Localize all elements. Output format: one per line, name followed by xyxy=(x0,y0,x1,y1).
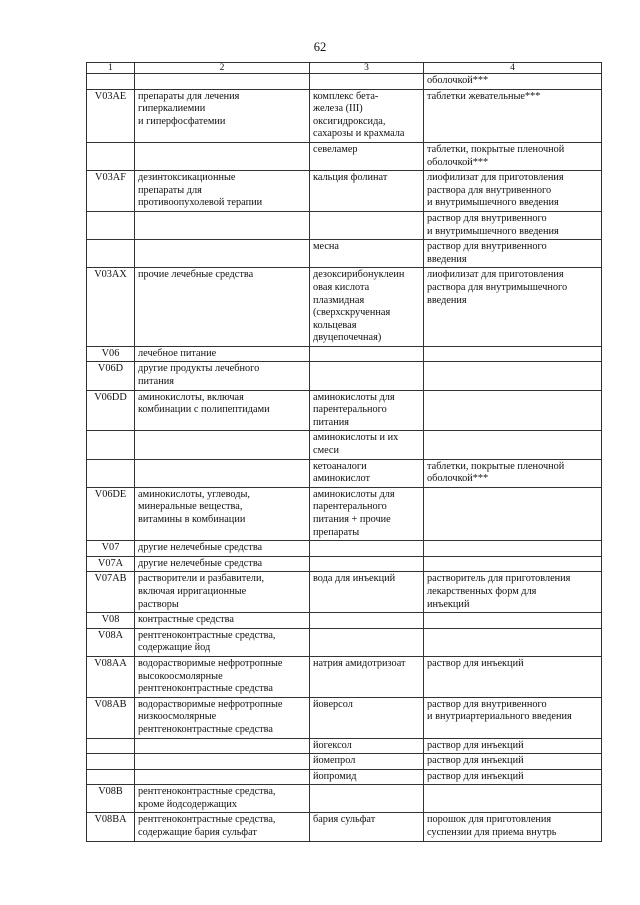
atc-code-cell: V07A xyxy=(87,556,135,572)
column-header: 2 xyxy=(135,63,310,74)
column-header: 1 xyxy=(87,63,135,74)
group-name-cell: дезинтоксикационные препараты для противоопухолевой терапии xyxy=(135,171,310,212)
dosage-form-cell: раствор для внутривенного введения xyxy=(424,240,602,268)
atc-code-cell xyxy=(87,738,135,754)
dosage-form-cell: раствор для инъекций xyxy=(424,656,602,697)
table-row xyxy=(87,240,602,268)
dosage-form-cell xyxy=(424,785,602,813)
atc-code-cell: V07AB xyxy=(87,572,135,613)
group-name-cell: контрастные средства xyxy=(135,613,310,629)
substance-cell: севеламер xyxy=(310,142,424,170)
dosage-form-cell xyxy=(424,390,602,431)
table-row xyxy=(87,346,602,362)
table-row xyxy=(87,572,602,613)
substance-cell: месна xyxy=(310,240,424,268)
group-name-cell: аминокислоты, включая комбинации с полипептидами xyxy=(135,390,310,431)
table-row xyxy=(87,268,602,347)
atc-code-cell xyxy=(87,240,135,268)
column-header: 3 xyxy=(310,63,424,74)
dosage-form-cell: таблетки, покрытые пленочной оболочкой*** xyxy=(424,142,602,170)
atc-code-cell: V06 xyxy=(87,346,135,362)
atc-code-cell: V03AF xyxy=(87,171,135,212)
group-name-cell: другие нелечебные средства xyxy=(135,541,310,557)
dosage-form-cell: раствор для инъекций xyxy=(424,738,602,754)
atc-code-cell: V07 xyxy=(87,541,135,557)
dosage-form-cell xyxy=(424,431,602,459)
dosage-form-cell: оболочкой*** xyxy=(424,74,602,90)
group-name-cell: водорастворимые нефротропные высокоосмолярные рентгеноконтрастные средства xyxy=(135,656,310,697)
substance-cell xyxy=(310,362,424,390)
group-name-cell: растворители и разбавители, включая ирригационные растворы xyxy=(135,572,310,613)
atc-code-cell: V06D xyxy=(87,362,135,390)
table-row xyxy=(87,211,602,239)
substance-cell: йомепрол xyxy=(310,754,424,770)
group-name-cell: прочие лечебные средства xyxy=(135,268,310,347)
dosage-form-cell: раствор для внутривенного и внутриартериального введения xyxy=(424,697,602,738)
substance-cell: йогексол xyxy=(310,738,424,754)
atc-code-cell: V06DD xyxy=(87,390,135,431)
table-row xyxy=(87,74,602,90)
substance-cell: йопромид xyxy=(310,769,424,785)
substance-cell xyxy=(310,628,424,656)
table-row xyxy=(87,697,602,738)
table-row xyxy=(87,628,602,656)
table-row xyxy=(87,171,602,212)
table-row xyxy=(87,459,602,487)
group-name-cell xyxy=(135,211,310,239)
dosage-form-cell: раствор для внутривенного и внутримышечного введения xyxy=(424,211,602,239)
dosage-form-cell: лиофилизат для приготовления раствора для внутривенного и внутримышечного введения xyxy=(424,171,602,212)
substance-cell: комплекс бета- железа (III) оксигидроксида, сахарозы и крахмала xyxy=(310,89,424,142)
substance-cell xyxy=(310,211,424,239)
substance-cell: аминокислоты и их смеси xyxy=(310,431,424,459)
dosage-form-cell xyxy=(424,628,602,656)
group-name-cell: рентгеноконтрастные средства, содержащие йод xyxy=(135,628,310,656)
drug-table xyxy=(86,62,602,842)
dosage-form-cell xyxy=(424,541,602,557)
table-row xyxy=(87,89,602,142)
atc-code-cell: V08B xyxy=(87,785,135,813)
substance-cell: дезоксирибонуклеин овая кислота плазмидная (сверхскрученная кольцевая двуцепочечная) xyxy=(310,268,424,347)
group-name-cell xyxy=(135,240,310,268)
table-row xyxy=(87,390,602,431)
dosage-form-cell xyxy=(424,556,602,572)
substance-cell: натрия амидотризоат xyxy=(310,656,424,697)
atc-code-cell xyxy=(87,769,135,785)
table-row xyxy=(87,142,602,170)
dosage-form-cell xyxy=(424,613,602,629)
substance-cell: аминокислоты для парентерального питания xyxy=(310,390,424,431)
atc-code-cell xyxy=(87,74,135,90)
group-name-cell xyxy=(135,431,310,459)
atc-code-cell xyxy=(87,211,135,239)
group-name-cell xyxy=(135,142,310,170)
group-name-cell: другие нелечебные средства xyxy=(135,556,310,572)
group-name-cell xyxy=(135,738,310,754)
group-name-cell: рентгеноконтрастные средства, содержащие бария сульфат xyxy=(135,813,310,841)
table-row xyxy=(87,813,602,841)
group-name-cell: лечебное питание xyxy=(135,346,310,362)
table-row xyxy=(87,541,602,557)
substance-cell: кальция фолинат xyxy=(310,171,424,212)
group-name-cell xyxy=(135,459,310,487)
atc-code-cell: V08AB xyxy=(87,697,135,738)
dosage-form-cell: раствор для инъекций xyxy=(424,754,602,770)
atc-code-cell: V06DE xyxy=(87,487,135,540)
group-name-cell: рентгеноконтрастные средства, кроме йодсодержащих xyxy=(135,785,310,813)
group-name-cell: препараты для лечения гиперкалиемии и гиперфосфатемии xyxy=(135,89,310,142)
dosage-form-cell: порошок для приготовления суспензии для приема внутрь xyxy=(424,813,602,841)
table-row xyxy=(87,487,602,540)
substance-cell xyxy=(310,346,424,362)
table-header-row xyxy=(87,63,602,74)
substance-cell xyxy=(310,74,424,90)
substance-cell: вода для инъекций xyxy=(310,572,424,613)
substance-cell xyxy=(310,613,424,629)
atc-code-cell: V08AA xyxy=(87,656,135,697)
page-number: 62 xyxy=(313,40,327,54)
dosage-form-cell xyxy=(424,362,602,390)
atc-code-cell xyxy=(87,459,135,487)
substance-cell: аминокислоты для парентерального питания + прочие препараты xyxy=(310,487,424,540)
table-row xyxy=(87,656,602,697)
group-name-cell: аминокислоты, углеводы, минеральные вещества, витамины в комбинации xyxy=(135,487,310,540)
atc-code-cell: V08BA xyxy=(87,813,135,841)
table-row xyxy=(87,738,602,754)
table-row xyxy=(87,362,602,390)
atc-code-cell xyxy=(87,754,135,770)
substance-cell xyxy=(310,556,424,572)
dosage-form-cell: таблетки, покрытые пленочной оболочкой*** xyxy=(424,459,602,487)
atc-code-cell: V08A xyxy=(87,628,135,656)
table-row xyxy=(87,769,602,785)
table-row xyxy=(87,431,602,459)
atc-code-cell: V03AE xyxy=(87,89,135,142)
table-row xyxy=(87,613,602,629)
dosage-form-cell: таблетки жевательные*** xyxy=(424,89,602,142)
column-header: 4 xyxy=(424,63,602,74)
atc-code-cell: V08 xyxy=(87,613,135,629)
group-name-cell xyxy=(135,769,310,785)
dosage-form-cell: растворитель для приготовления лекарственных форм для инъекций xyxy=(424,572,602,613)
substance-cell: кетоаналоги аминокислот xyxy=(310,459,424,487)
substance-cell: бария сульфат xyxy=(310,813,424,841)
dosage-form-cell xyxy=(424,346,602,362)
dosage-form-cell xyxy=(424,487,602,540)
table-row xyxy=(87,754,602,770)
substance-cell xyxy=(310,541,424,557)
group-name-cell xyxy=(135,754,310,770)
atc-code-cell xyxy=(87,142,135,170)
dosage-form-cell: лиофилизат для приготовления раствора для внутримышечного введения xyxy=(424,268,602,347)
table-row xyxy=(87,556,602,572)
group-name-cell: водорастворимые нефротропные низкоосмолярные рентгеноконтрастные средства xyxy=(135,697,310,738)
substance-cell xyxy=(310,785,424,813)
group-name-cell xyxy=(135,74,310,90)
atc-code-cell: V03AX xyxy=(87,268,135,347)
dosage-form-cell: раствор для инъекций xyxy=(424,769,602,785)
group-name-cell: другие продукты лечебного питания xyxy=(135,362,310,390)
table-row xyxy=(87,785,602,813)
substance-cell: йоверсол xyxy=(310,697,424,738)
atc-code-cell xyxy=(87,431,135,459)
